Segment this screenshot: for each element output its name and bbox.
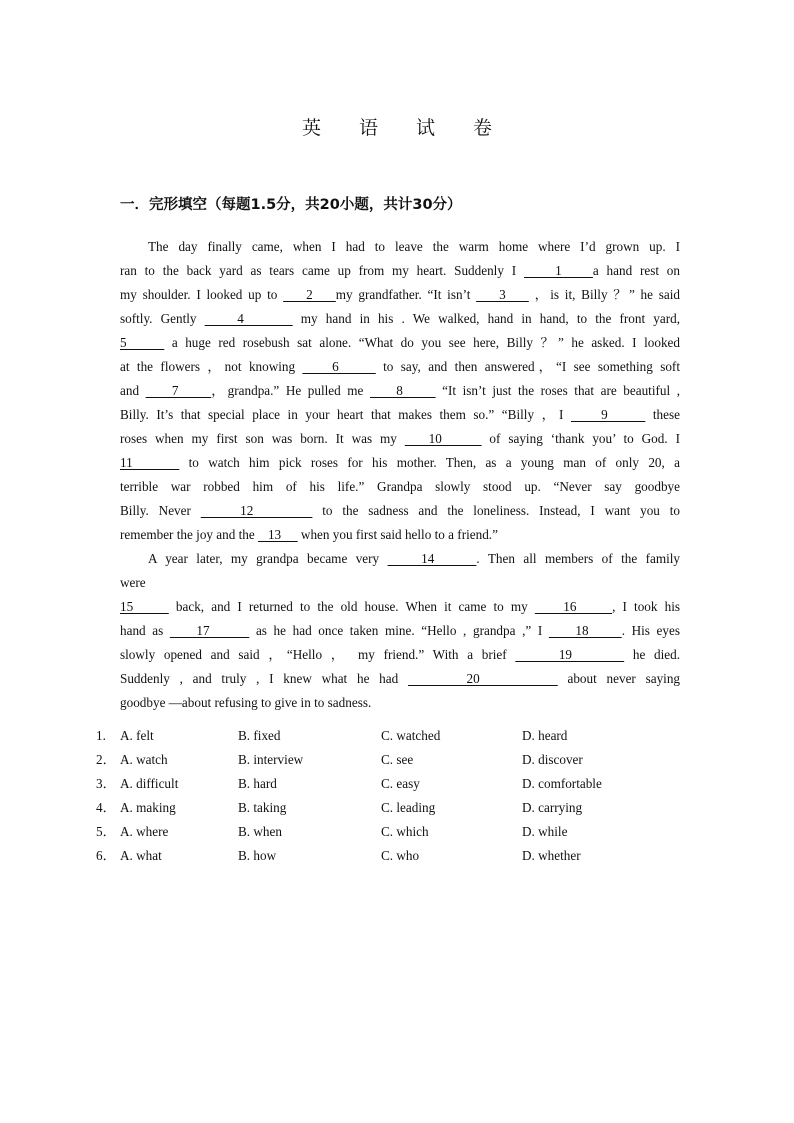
option-b[interactable]: B. hard [238,776,277,791]
blank-14[interactable]: 14 [387,551,477,566]
blank-13[interactable]: 13 [258,527,298,542]
blank-10[interactable]: 10 [404,431,482,446]
option-c[interactable]: C. who [381,848,420,863]
passage-line: terrible war robbed him of his life.” Grandpa slowly stood up. “Never say goodbye [120,479,680,494]
passage-line: hand as 17 as he had once taken mine. “Hello , grandpa ,” I 18 . His eyes [120,623,680,638]
option-b[interactable]: B. fixed [238,728,281,743]
option-a[interactable]: A. making [120,800,176,815]
passage-line: Billy. Never 12 to the sadness and the loneliness. Instead, I want you to [120,503,680,518]
question-number: 2． [96,752,116,767]
option-b[interactable]: B. interview [238,752,304,767]
question-row [96,724,656,748]
passage-line: my shoulder. I looked up to 2 my grandfather. “It isn’t 3 ，is it, Billy ？” he said [120,287,681,302]
section-heading: 一．完形填空（每题1.5分，共20小题，共计30分） [120,197,462,213]
question-number: 1. [96,728,106,743]
option-a[interactable]: A. watch [120,752,168,767]
question-row [96,748,656,772]
blank-3[interactable]: 3 [476,287,529,302]
option-b[interactable]: B. when [238,824,282,839]
question-row [96,772,656,796]
passage-line: softly. Gently 4 my hand in his . We walked, hand in hand, to the front yard, [120,311,680,326]
passage-line: Billy. It’s that special place in your heart that makes them so.” “Billy ，I 9 these [120,407,680,422]
option-a[interactable]: A. felt [120,728,154,743]
blank-18[interactable]: 18 [548,623,622,638]
blank-1[interactable]: 1 [523,263,593,278]
blank-9[interactable]: 9 [570,407,646,422]
blank-11[interactable]: 11 [120,455,180,470]
blank-2[interactable]: 2 [283,287,336,302]
passage-line: and 7 ，grandpa.” He pulled me 8 “It isn’t just the roses that are beautiful , [120,383,681,398]
passage-line: goodbye —about refusing to give in to sadness. [120,695,372,710]
option-d[interactable]: D. comfortable [522,776,602,791]
option-c[interactable]: C. easy [381,776,420,791]
question-number: 6． [96,848,116,863]
page-title: 英 语 试 卷 [301,117,509,139]
option-b[interactable]: B. taking [238,800,287,815]
passage-line: roses when my first son was born. It was my 10 of saying ‘thank you’ to God. I [120,431,680,446]
blank-6[interactable]: 6 [302,359,376,374]
passage-line: slowly opened and said ，“Hello ， my friend.” With a brief 19 he died. [120,647,681,662]
blank-19[interactable]: 19 [515,647,625,662]
option-a[interactable]: A. where [120,824,169,839]
question-row [96,844,656,868]
option-b[interactable]: B. how [238,848,277,863]
option-d[interactable]: D. whether [522,848,581,863]
option-c[interactable]: C. leading [381,800,436,815]
blank-8[interactable]: 8 [369,383,436,398]
option-d[interactable]: D. discover [522,752,583,767]
cloze-passage [120,235,680,715]
passage-line: 15 back, and I returned to the old house. When it came to my 16 , I took his [120,599,680,614]
blank-7[interactable]: 7 [145,383,212,398]
question-row [96,796,656,820]
question-number: 5． [96,824,116,839]
passage-line: 5 a huge red rosebush sat alone. “What do you see here, Billy ？” he asked. I looked [120,335,681,350]
question-number: 3． [96,776,116,791]
option-d[interactable]: D. heard [522,728,568,743]
passage-line: were [120,575,146,590]
option-a[interactable]: A. difficult [120,776,179,791]
blank-15[interactable]: 15 [120,599,169,614]
blank-5[interactable]: 5 [120,335,165,350]
passage-line: The day finally came, when I had to leave the warm home where I’d grown up. I [148,239,680,254]
option-c[interactable]: C. watched [381,728,441,743]
passage-line: ran to the back yard as tears came up from my heart. Suddenly I 1 a hand rest on [120,263,680,278]
question-row [96,820,656,844]
option-d[interactable]: D. while [522,824,568,839]
passage-line: A year later, my grandpa became very 14 . Then all members of the family [148,551,681,566]
blank-20[interactable]: 20 [407,671,558,686]
blank-17[interactable]: 17 [169,623,250,638]
blank-16[interactable]: 16 [534,599,613,614]
passage-line: at the flowers ，not knowing 6 to say, and then answered，“I see something soft [120,359,680,374]
blank-12[interactable]: 12 [200,503,313,518]
passage-line: 11 to watch him pick roses for his mother. Then, as a young man of only 20, a [120,455,680,470]
answer-options [96,724,656,868]
option-c[interactable]: C. which [381,824,429,839]
option-c[interactable]: C. see [381,752,414,767]
question-number: 4． [96,800,116,815]
option-a[interactable]: A. what [120,848,162,863]
blank-4[interactable]: 4 [204,311,293,326]
option-d[interactable]: D. carrying [522,800,583,815]
passage-line: Suddenly , and truly , I knew what he had 20 about never saying [120,671,681,686]
passage-line: remember the joy and the 13 when you first said hello to a friend.” [120,527,498,542]
